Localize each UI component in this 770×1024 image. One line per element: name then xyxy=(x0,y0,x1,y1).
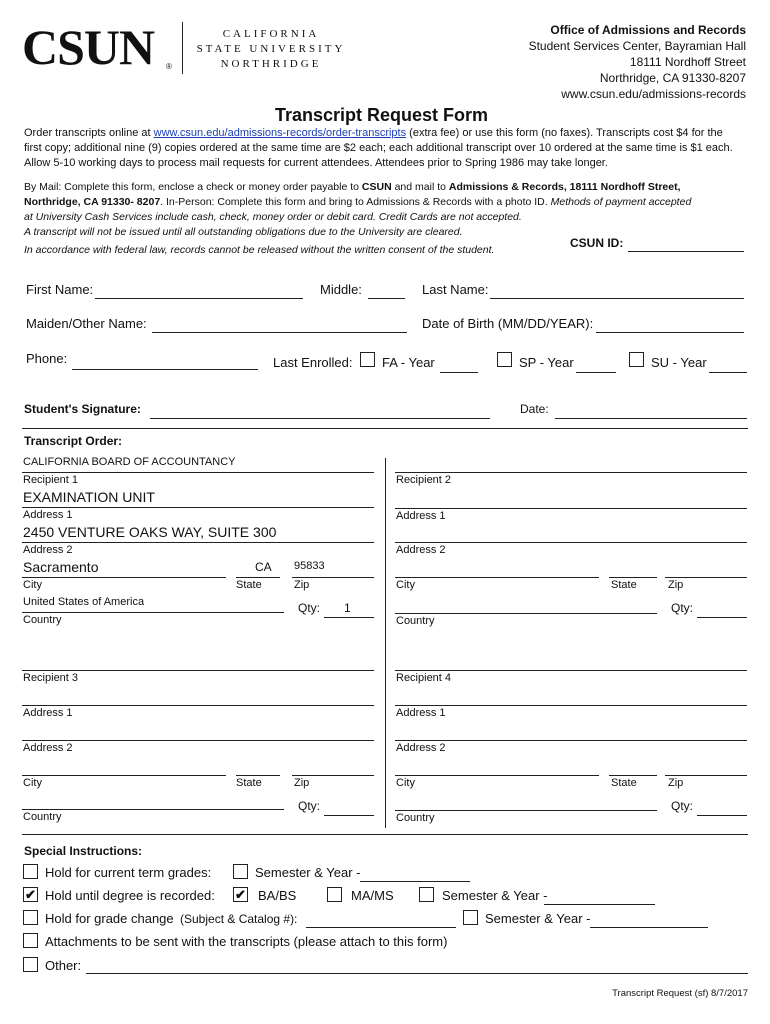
hold-term-checkbox[interactable] xyxy=(23,864,38,879)
signature-field[interactable] xyxy=(150,418,490,419)
recipient1-label: Recipient 1 xyxy=(23,474,79,486)
office-address-line2: 18111 Nordhoff Street xyxy=(629,55,746,69)
form-footer: Transcript Request (sf) 8/7/2017 xyxy=(612,988,748,999)
semester-year-field[interactable] xyxy=(360,881,470,882)
mail-line2 xyxy=(24,196,691,208)
recipient2-qty-label: Qty: xyxy=(671,601,694,615)
fa-year-field[interactable] xyxy=(440,372,478,373)
recipient3-state-label: State xyxy=(236,777,262,789)
recipient3-qty-label: Qty: xyxy=(298,799,321,813)
recipient3-qty-field[interactable] xyxy=(324,815,374,816)
recipient1-zip-label: Zip xyxy=(294,579,310,591)
recipient1-city-value: Sacramento xyxy=(23,559,99,575)
form-title: Transcript Request Form xyxy=(275,105,489,125)
recipient3-address1-label: Address 1 xyxy=(23,707,73,719)
phone-label: Phone: xyxy=(26,351,68,366)
semester-year3-field[interactable] xyxy=(590,927,708,928)
ba-bs-label: BA/BS xyxy=(258,888,297,903)
recipient2-zip-label: Zip xyxy=(668,579,684,591)
ba-bs-checkbox[interactable]: ✔ xyxy=(233,887,248,902)
su-year-label: SU - Year xyxy=(651,355,707,370)
recipient4-city-field[interactable] xyxy=(395,775,599,776)
recipient1-address1-value: EXAMINATION UNIT xyxy=(23,489,155,505)
hold-grade-checkbox[interactable] xyxy=(23,910,38,925)
recipient3-label: Recipient 3 xyxy=(23,672,79,684)
hold-degree-checkbox[interactable]: ✔ xyxy=(23,887,38,902)
hold-term-label: Hold for current term grades: xyxy=(45,865,212,880)
mail-address: Admissions & Records, 18111 Nordhoff Street, xyxy=(448,181,681,193)
intro-text: Order transcripts online at xyxy=(24,127,154,139)
recipient1-country-label: Country xyxy=(23,614,62,626)
sp-checkbox[interactable] xyxy=(497,352,512,367)
recipient4-country-field[interactable] xyxy=(395,810,657,811)
maiden-name-field[interactable] xyxy=(152,332,407,333)
attachments-label: Attachments to be sent with the transcripts (please attach to this form) xyxy=(45,934,448,949)
su-year-field[interactable] xyxy=(709,372,747,373)
recipient1-address1-label: Address 1 xyxy=(23,509,73,521)
recipient4-qty-label: Qty: xyxy=(671,799,694,813)
section-divider xyxy=(22,428,748,429)
recipient1-name-field[interactable] xyxy=(22,472,374,473)
recipient3-state-field[interactable] xyxy=(236,775,280,776)
other-field[interactable] xyxy=(86,973,748,974)
last-enrolled-label: Last Enrolled: xyxy=(273,355,353,370)
recipient3-zip-label: Zip xyxy=(294,777,310,789)
mail-line1 xyxy=(24,181,681,193)
recipient2-city-field[interactable] xyxy=(395,577,599,578)
semester-year2-label: Semester & Year - xyxy=(442,888,548,903)
recipient1-state-label: State xyxy=(236,579,262,591)
recipient3-address1-field[interactable] xyxy=(22,705,374,706)
recipient4-label: Recipient 4 xyxy=(396,672,452,684)
mail-line4: A transcript will not be issued until all outstanding obligations due to the University are cleared. xyxy=(24,226,463,238)
recipient4-address1-label: Address 1 xyxy=(396,707,446,719)
recipient4-state-field[interactable] xyxy=(609,775,657,776)
subject-catalog-label: (Subject & Catalog #): xyxy=(180,912,298,926)
recipient1-address2-label: Address 2 xyxy=(23,544,73,556)
recipient3-address2-label: Address 2 xyxy=(23,742,73,754)
csun-id-label: CSUN ID: xyxy=(570,236,624,250)
recipient2-state-label: State xyxy=(611,579,637,591)
semester-year-checkbox[interactable] xyxy=(233,864,248,879)
recipient1-zip-value: 95833 xyxy=(294,560,325,572)
signature-label: Student's Signature: xyxy=(24,402,141,416)
recipient2-state-field[interactable] xyxy=(609,577,657,578)
recipient3-address2-field[interactable] xyxy=(22,740,374,741)
office-title: Office of Admissions and Records xyxy=(550,23,746,37)
recipient-column-divider xyxy=(385,458,386,828)
attachments-checkbox[interactable] xyxy=(23,933,38,948)
university-name-line2: STATE UNIVERSITY xyxy=(196,43,346,55)
recipient4-zip-field[interactable] xyxy=(665,775,747,776)
section-divider xyxy=(22,834,748,835)
mail-line5: In accordance with federal law, records cannot be released without the written consent of the student. xyxy=(24,244,495,256)
recipient2-address2-field[interactable] xyxy=(395,542,747,543)
recipient3-city-field[interactable] xyxy=(22,775,226,776)
hold-degree-label: Hold until degree is recorded: xyxy=(45,888,215,903)
recipient2-label: Recipient 2 xyxy=(396,474,452,486)
recipient4-address2-label: Address 2 xyxy=(396,742,446,754)
logo-divider xyxy=(182,22,183,74)
recipient1-qty-value: 1 xyxy=(344,601,351,615)
sp-year-field[interactable] xyxy=(576,372,616,373)
ma-ms-label: MA/MS xyxy=(351,888,394,903)
recipient3-country-label: Country xyxy=(23,811,62,823)
date-label: Date: xyxy=(520,402,549,416)
recipient1-country-field[interactable] xyxy=(22,612,284,613)
last-name-label: Last Name: xyxy=(422,282,489,297)
recipient1-address1-field[interactable] xyxy=(22,507,374,508)
recipient3-country-field[interactable] xyxy=(22,809,284,810)
intro-line2: first copy; additional nine (9) copies ordered at the same time are $2 each; each additional transcript over 10 ordered at the same time is $1 each. xyxy=(24,142,733,154)
semester-year3-checkbox[interactable] xyxy=(463,910,478,925)
maiden-name-label: Maiden/Other Name: xyxy=(26,316,147,331)
recipient4-address2-field[interactable] xyxy=(395,740,747,741)
recipient1-address2-value: 2450 VENTURE OAKS WAY, SUITE 300 xyxy=(23,524,277,540)
dob-field[interactable] xyxy=(596,332,744,333)
first-name-field[interactable] xyxy=(95,298,303,299)
recipient4-address1-field[interactable] xyxy=(395,705,747,706)
order-transcripts-link[interactable]: www.csun.edu/admissions-records/order-transcripts xyxy=(153,127,407,139)
recipient3-zip-field[interactable] xyxy=(292,775,374,776)
middle-label: Middle: xyxy=(320,282,362,297)
intro-text: (extra fee) or use this form (no faxes). Transcripts cost $4 for the xyxy=(406,127,723,139)
su-checkbox[interactable] xyxy=(629,352,644,367)
recipient1-state-value: CA xyxy=(255,560,272,574)
hold-grade-label: Hold for grade change xyxy=(45,911,174,926)
recipient4-qty-field[interactable] xyxy=(697,815,747,816)
intro-line1 xyxy=(24,127,723,139)
semester-year2-checkbox[interactable] xyxy=(419,887,434,902)
recipient2-name-field[interactable] xyxy=(395,472,747,473)
university-name-line1: CALIFORNIA xyxy=(222,28,320,40)
recipient2-address1-field[interactable] xyxy=(395,508,747,509)
sp-year-label: SP - Year xyxy=(519,355,574,370)
recipient1-city-label: City xyxy=(23,579,42,591)
semester-year3-label: Semester & Year - xyxy=(485,911,591,926)
subject-catalog-field[interactable] xyxy=(306,927,456,928)
recipient2-zip-field[interactable] xyxy=(665,577,747,578)
mail-text: . In-Person: Complete this form and bring to Admissions & Records with a photo ID. xyxy=(160,196,551,208)
office-website: www.csun.edu/admissions-records xyxy=(561,87,746,101)
phone-field[interactable] xyxy=(72,369,258,370)
fa-checkbox[interactable] xyxy=(360,352,375,367)
university-name-line3: NORTHRIDGE xyxy=(220,58,322,70)
recipient1-qty-label: Qty: xyxy=(298,601,321,615)
recipient1-qty-field[interactable] xyxy=(324,617,374,618)
registered-mark: ® xyxy=(166,62,172,71)
mail-payment-note: Methods of payment accepted xyxy=(550,196,692,208)
middle-field[interactable] xyxy=(368,298,405,299)
other-checkbox[interactable] xyxy=(23,957,38,972)
recipient3-name-field[interactable] xyxy=(22,670,374,671)
recipient2-address2-label: Address 2 xyxy=(396,544,446,556)
intro-line3: Allow 5-10 working days to process mail requests for current attendees. Attendees prior to Spring 1986 may take longer. xyxy=(24,157,608,169)
semester-year2-field[interactable] xyxy=(544,904,655,905)
office-address-line1: Student Services Center, Bayramian Hall xyxy=(528,39,746,53)
transcript-order-title: Transcript Order: xyxy=(24,434,123,448)
recipient2-country-field[interactable] xyxy=(395,613,657,614)
fa-year-label: FA - Year xyxy=(382,355,435,370)
recipient1-city-field[interactable] xyxy=(22,577,226,578)
recipient2-city-label: City xyxy=(396,579,415,591)
recipient1-address2-field[interactable] xyxy=(22,542,374,543)
mail-city: Northridge, CA 91330- 8207 xyxy=(24,196,161,208)
recipient1-zip-field[interactable] xyxy=(292,577,374,578)
ma-ms-checkbox[interactable] xyxy=(327,887,342,902)
recipient1-name-value: CALIFORNIA BOARD OF ACCOUNTANCY xyxy=(23,456,236,468)
recipient2-qty-field[interactable] xyxy=(697,617,747,618)
first-name-label: First Name: xyxy=(26,282,94,297)
mail-text: and mail to xyxy=(391,181,449,193)
mail-text: By Mail: Complete this form, enclose a check or money order payable to xyxy=(24,181,362,193)
recipient4-city-label: City xyxy=(396,777,415,789)
other-label: Other: xyxy=(45,958,82,973)
mail-payee: CSUN xyxy=(361,181,392,193)
mail-line3: at University Cash Services include cash, check, money order or debit card. Credit Cards are not accepted. xyxy=(24,211,522,223)
recipient2-address1-label: Address 1 xyxy=(396,510,446,522)
date-field[interactable] xyxy=(555,418,747,419)
recipient1-state-field[interactable] xyxy=(236,577,280,578)
csun-logo: CSUN xyxy=(22,19,155,75)
recipient4-name-field[interactable] xyxy=(395,670,747,671)
dob-label: Date of Birth (MM/DD/YEAR): xyxy=(422,316,594,331)
recipient4-state-label: State xyxy=(611,777,637,789)
special-instructions-title: Special Instructions: xyxy=(24,844,143,858)
recipient4-zip-label: Zip xyxy=(668,777,684,789)
semester-year-label: Semester & Year - xyxy=(255,865,361,880)
recipient1-country-value: United States of America xyxy=(23,596,145,608)
recipient3-city-label: City xyxy=(23,777,42,789)
office-address-line3: Northridge, CA 91330-8207 xyxy=(599,71,746,85)
last-name-field[interactable] xyxy=(490,298,744,299)
recipient4-country-label: Country xyxy=(396,812,435,824)
csun-id-field[interactable] xyxy=(628,251,744,252)
recipient2-country-label: Country xyxy=(396,615,435,627)
